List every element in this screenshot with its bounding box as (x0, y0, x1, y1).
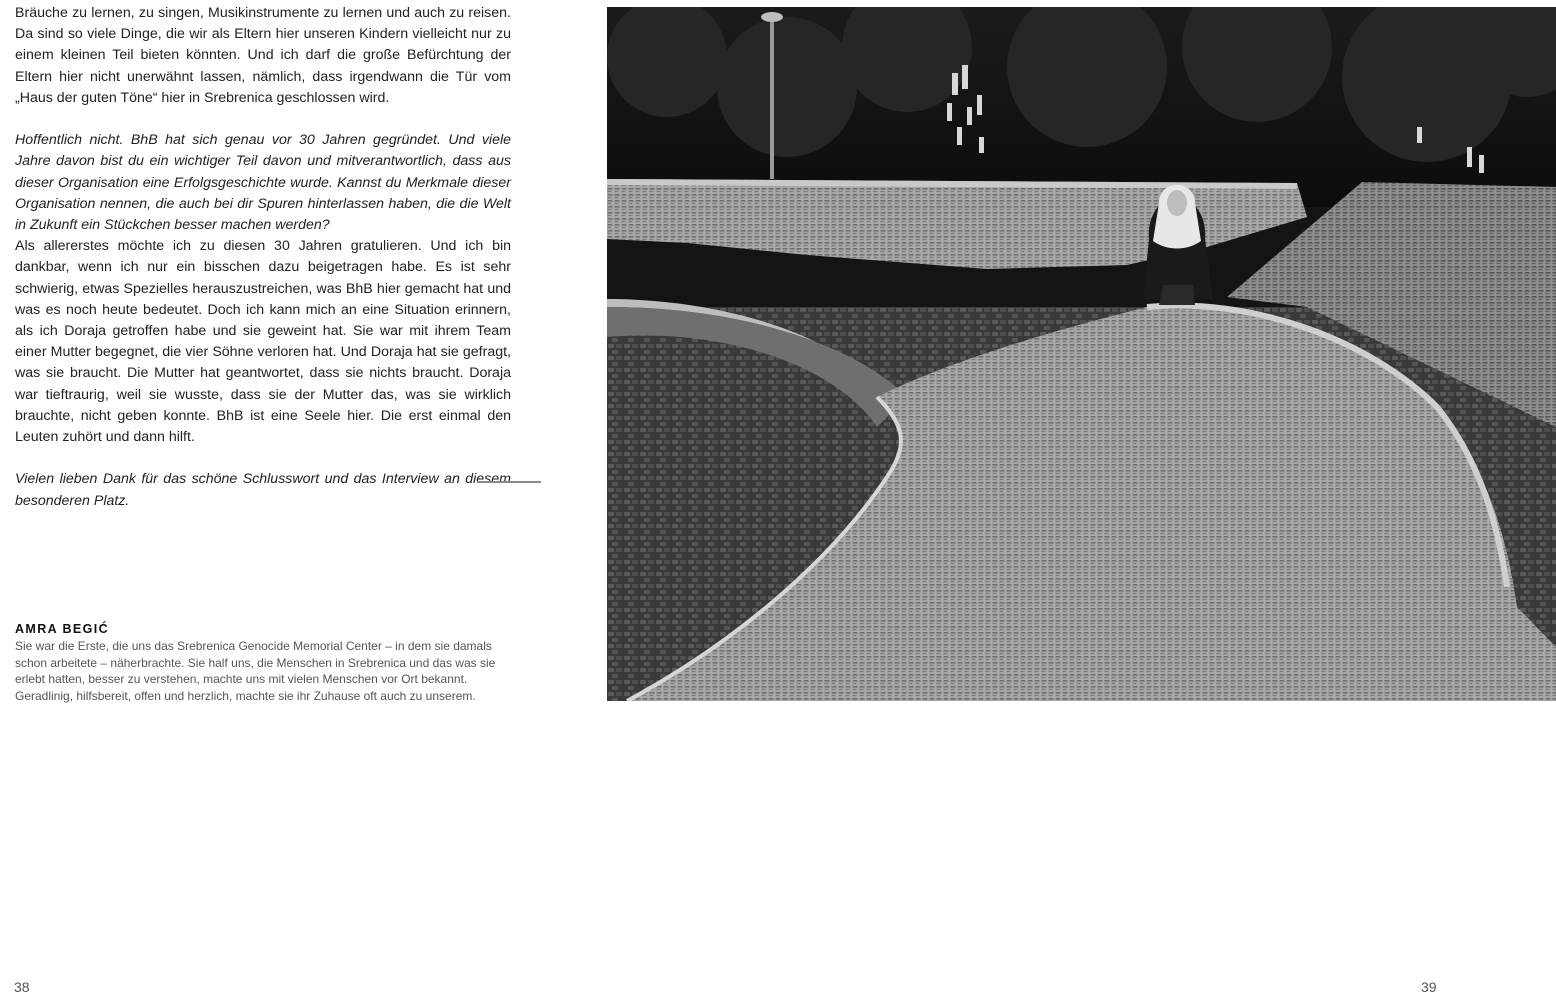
memorial-photo-illustration (607, 7, 1556, 701)
page-number-right: 39 (1421, 979, 1437, 995)
bio-name: AMRA BEGIĆ (15, 622, 110, 636)
page-number-left: 38 (14, 979, 30, 995)
article-body (15, 3, 511, 512)
bio-text: Sie war die Erste, die uns das Srebrenica Genocide Memorial Center – in dem sie damals schon arbeitete – näherbrachte. Sie half uns, die Menschen in Srebrenica und das was sie erlebt hatten, besser zu verstehen, machte uns mit vielen Menschen vor Ort bekannt. Geradlinig, hilfsbereit, offen und herzlich, machte sie ihr Zuhause oft auch zu unserem. (15, 639, 496, 703)
answer-paragraph: Bräuche zu lernen, zu singen, Musikinstrumente zu lernen und auch zu reisen. Da sind so viele Dinge, die wir als Eltern hier unseren Kindern vielleicht nur zu einem kleinen Teil bieten könnten. Und ich darf die große Befürchtung der Eltern hier nicht unerwähnt lassen, nämlich, dass irgendwann die Tür vom „Haus der guten Töne“ hier in Srebrenica geschlossen wird. (15, 5, 511, 106)
interview-question: Hoffentlich nicht. BhB hat sich genau vor 30 Jahren gegründet. Und viele Jahre davon bist du ein wichtiger Teil davon und mitverantwortlich, dass aus dieser Organisation eine Erfolgsgeschichte wurde. Kannst du Merkmale dieser Organisation nennen, die auch bei dir Spuren hinterlassen haben, die die Welt in Zukunft ein Stückchen besser machen werden? (15, 132, 511, 234)
memorial-photo (607, 7, 1556, 701)
tree-foliage (607, 7, 1556, 162)
answer-paragraph: Als allererstes möchte ich zu diesen 30 Jahren gratulieren. Und ich bin dankbar, wenn ich nur ein bisschen dazu beigetragen habe. Es ist sehr schwierig, etwas Spezielles herauszustreichen, was BhB hier gemacht hat und was es noch heute bedeutet. Doch ich kann mich an eine Situation erinnern, als ich Doraja getroffen habe und sie geweint hat. Sie war mit ihrem Team einer Mutter begegnet, die vier Söhne verloren hat. Und Doraja hat sie gefragt, was sie braucht. Die Mutter hat geantwortet, dass sie nichts braucht. Doraja war tieftraurig, weil sie wusste, dass sie der Mutter das, was sie wirklich brauchte, nicht geben konnte. BhB ist eine Seele hier. Die erst einmal den Leuten zuhört und dann hilft. (15, 238, 511, 446)
bio-block (15, 622, 505, 704)
paragraph-gap (15, 109, 511, 130)
end-rule (477, 481, 541, 483)
lamp-head (761, 12, 783, 22)
paragraph-gap (15, 448, 511, 469)
lamp-post (770, 19, 774, 179)
interview-question-closing: Vielen lieben Dank für das schöne Schlusswort und das Interview an diesem besonderen Platz. (15, 471, 511, 509)
